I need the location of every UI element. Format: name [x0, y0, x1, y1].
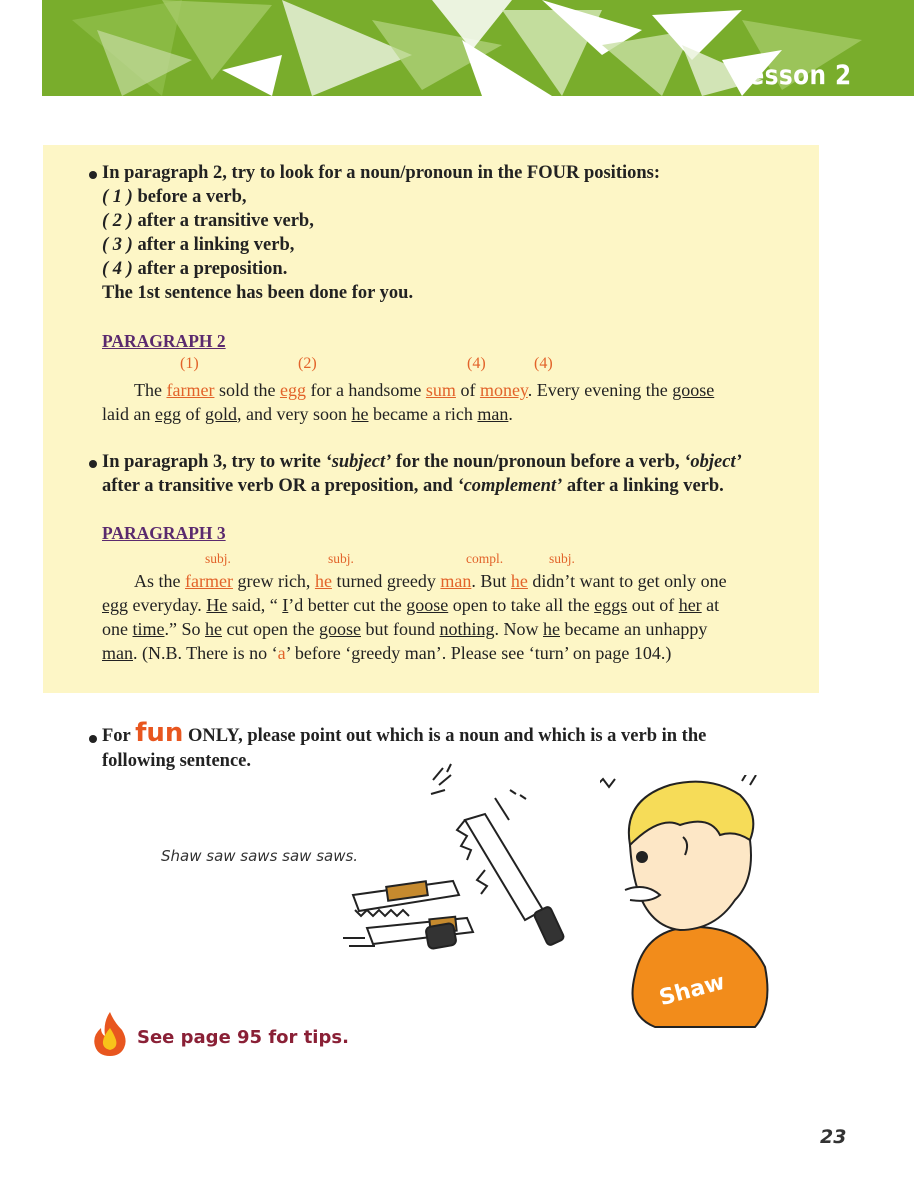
paragraph-3-line-1: As the farmer grew rich, he turned greedy man. But he didn’t want to get only one: [134, 571, 727, 591]
bullet-dot: [89, 735, 97, 743]
position-label: (2): [298, 355, 317, 372]
position-label: (4): [467, 355, 486, 372]
position-label: (4): [534, 355, 553, 372]
bullet2-line1: In paragraph 3, try to write ‘subject’ for the noun/pronoun before a verb, ‘object’: [102, 452, 742, 472]
bullet1-line1: In paragraph 2, try to look for a noun/pronoun in the FOUR positions:: [102, 163, 661, 183]
role-label: subj.: [549, 551, 575, 566]
fun-word: fun: [135, 718, 184, 748]
tips-note: See page 95 for tips.: [137, 1027, 349, 1048]
paragraph-3-heading: PARAGRAPH 3: [102, 523, 226, 543]
paragraph-2-line-2: laid an egg of gold, and very soon he became a rich man.: [102, 404, 513, 424]
shaw-character: [600, 775, 770, 1030]
bullet-dot: [89, 460, 97, 468]
paragraph-2-line-1: The farmer sold the egg for a handsome sum of money. Every evening the goose: [134, 380, 715, 400]
fire-icon: [93, 1010, 127, 1056]
fun-sentence: Shaw saw saws saw saws.: [161, 847, 359, 865]
bullet2-line2: after a transitive verb OR a preposition, and ‘complement’ after a linking verb.: [102, 476, 724, 496]
fun-line-2: following sentence.: [102, 751, 252, 771]
position-item-3: ( 3 ) after a linking verb,: [102, 235, 295, 255]
position-item-2: ( 2 ) after a transitive verb,: [102, 211, 314, 231]
paragraph-2-heading: PARAGRAPH 2: [102, 331, 226, 351]
done-note: The 1st sentence has been done for you.: [102, 283, 414, 303]
paragraph-3-line-4: man. (N.B. There is no ‘a’ before ‘greedy man’. Please see ‘turn’ on page 104.): [102, 643, 672, 663]
lesson-title: Lesson 2: [733, 60, 852, 91]
paragraph-3-line-3: one time.” So he cut open the goose but found nothing. Now he became an unhappy: [102, 619, 708, 639]
shirt-label: Shaw: [656, 969, 728, 1012]
page-number: 23: [820, 1126, 847, 1148]
saws-illustration: [335, 760, 595, 960]
role-label: compl.: [466, 551, 504, 566]
position-item-1: ( 1 ) before a verb,: [102, 187, 247, 207]
bullet-dot: [89, 171, 97, 179]
fun-line-1: For fun ONLY, please point out which is a noun and which is a verb in the: [102, 718, 707, 748]
position-label: (1): [180, 355, 199, 372]
role-label: subj.: [328, 551, 354, 566]
role-label: subj.: [205, 551, 231, 566]
position-item-4: ( 4 ) after a preposition.: [102, 259, 288, 279]
paragraph-3-line-2: egg everyday. He said, “ I’d better cut the goose open to take all the eggs out of her at: [102, 595, 720, 615]
